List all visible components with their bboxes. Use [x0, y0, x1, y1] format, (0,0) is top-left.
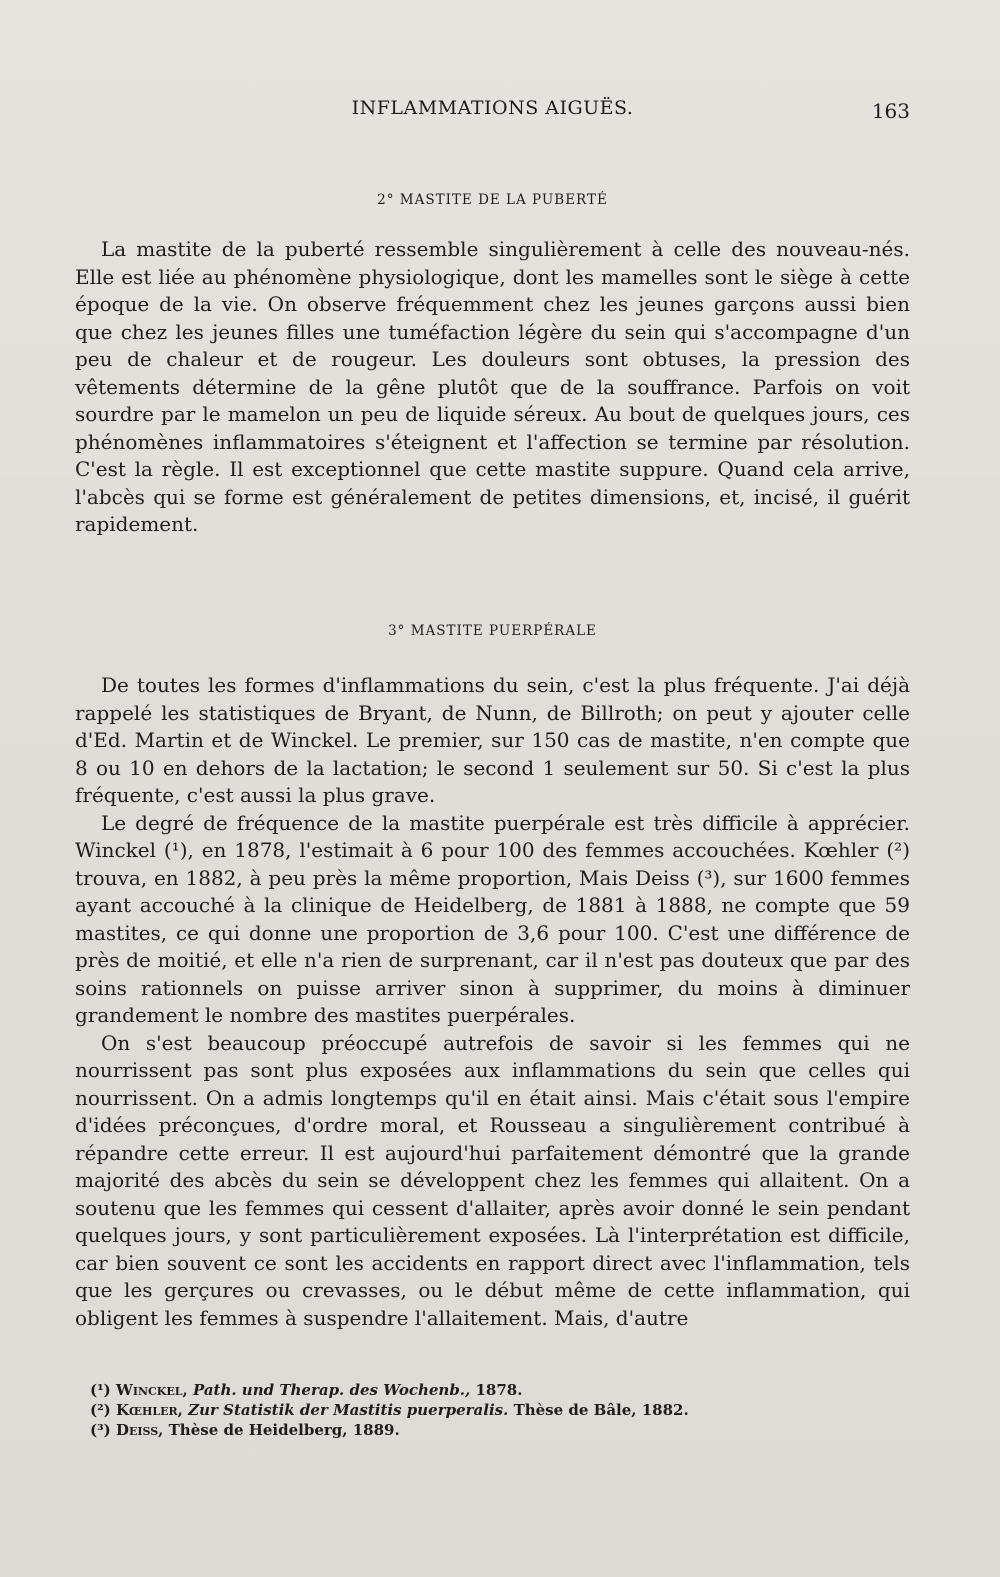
- section-heading-puberty: 2° MASTITE DE LA PUBERTÉ: [377, 192, 608, 208]
- paragraph: De toutes les formes d'inflammations du sein, c'est la plus fréquente. J'ai déjà rappelé les statistiques de Bryant, de Nunn, de Billroth; on peut y ajouter celle d'Ed. Martin et de Winckel. Le premier, sur 150 cas de mastite, n'en compte que 8 ou 10 en dehors de la lactation; le second 1 seulement sur 50. Si c'est la plus fréquente, c'est aussi la plus grave.: [75, 673, 910, 807]
- footnote-rest: Thèse de Heidelberg, 1889.: [168, 1421, 400, 1439]
- footnote-author: Kœhler,: [116, 1401, 183, 1419]
- section-body-puerperal: [75, 672, 910, 1332]
- footnote-rest: Thèse de Bâle, 1882.: [513, 1401, 689, 1419]
- footnote-marker: (²): [90, 1401, 111, 1419]
- page-number: 163: [871, 99, 910, 123]
- footnote-author: Winckel,: [116, 1381, 188, 1399]
- paragraph: La mastite de la puberté ressemble singulièrement à celle des nouveau-nés. Elle est liée au phénomène physiologique, dont les mamelles sont le siège à cette époque de la vie. On observe fréquemment chez les jeunes garçons aussi bien que chez les jeunes filles une tuméfaction légère du sein qui s'accompagne d'un peu de chaleur et de rougeur. Les douleurs sont obtuses, la pression des vêtements détermine de la gêne plutôt que de la souffrance. Parfois on voit sourdre par le mamelon un peu de liquide séreux. Au bout de quelques jours, ces phénomènes inflammatoires s'éteignent et l'affection se termine par résolution. C'est la règle. Il est exceptionnel que cette mastite suppure. Quand cela arrive, l'abcès qui se forme est généralement de petites dimensions, et, incisé, il guérit rapidement.: [75, 237, 910, 536]
- paragraph: On s'est beaucoup préoccupé autrefois de savoir si les femmes qui ne nourrissent pas sont plus exposées aux inflammations du sein que celles qui nourrissent. On a admis longtemps qu'il en était ainsi. Mais c'était sous l'empire d'idées préconçues, d'ordre moral, et Rousseau a singulièrement contribué à répandre cette erreur. Il est aujourd'hui parfaitement démontré que la grande majorité des abcès du sein se développent chez les femmes qui allaitent. On a soutenu que les femmes qui cessent d'allaiter, après avoir donné le sein pendant quelques jours, y sont particulièrement exposées. Là l'interprétation est difficile, car bien souvent ce sont les accidents en rapport direct avec l'inflammation, tels que les gerçures ou crevasses, ou le début même de cette inflammation, qui obligent les femmes à suspendre l'allaitement. Mais, d'autre: [75, 1030, 910, 1330]
- footnote-title: Path. und Therap. des Wochenb.,: [192, 1381, 471, 1399]
- footnote-marker: (¹): [90, 1381, 111, 1399]
- footnote: [90, 1400, 910, 1420]
- footnote-rest: 1878.: [475, 1381, 523, 1399]
- section-heading-puerperal: 3° MASTITE PUERPÉRALE: [388, 623, 597, 639]
- footnote-marker: (³): [90, 1421, 111, 1439]
- footnote: [90, 1380, 910, 1400]
- page-header: [75, 97, 910, 129]
- running-title: INFLAMMATIONS AIGUËS.: [351, 97, 634, 119]
- footnote: [90, 1420, 910, 1440]
- footnotes: [90, 1380, 910, 1440]
- footnote-title: Zur Statistik der Mastitis puerperalis.: [188, 1401, 509, 1419]
- section-body-puberty: [75, 236, 910, 539]
- footnote-author: Deiss,: [116, 1421, 164, 1439]
- paragraph: Le degré de fréquence de la mastite puerpérale est très difficile à apprécier. Winckel (¹), en 1878, l'estimait à 6 pour 100 des femmes accouchées. Kœhler (²) trouva, en 1882, à peu près la même proportion, Mais Deiss (³), sur 1600 femmes ayant accouché à la clinique de Heidelberg, de 1881 à 1888, ne compte que 59 mastites, ce qui donne une proportion de 3,6 pour 100. C'est une différence de près de moitié, et elle n'a rien de surprenant, car il n'est pas douteux que par des soins rationnels on puisse arriver sinon à supprimer, du moins à diminuer grandement le nombre des mastites puerpérales.: [75, 810, 910, 1027]
